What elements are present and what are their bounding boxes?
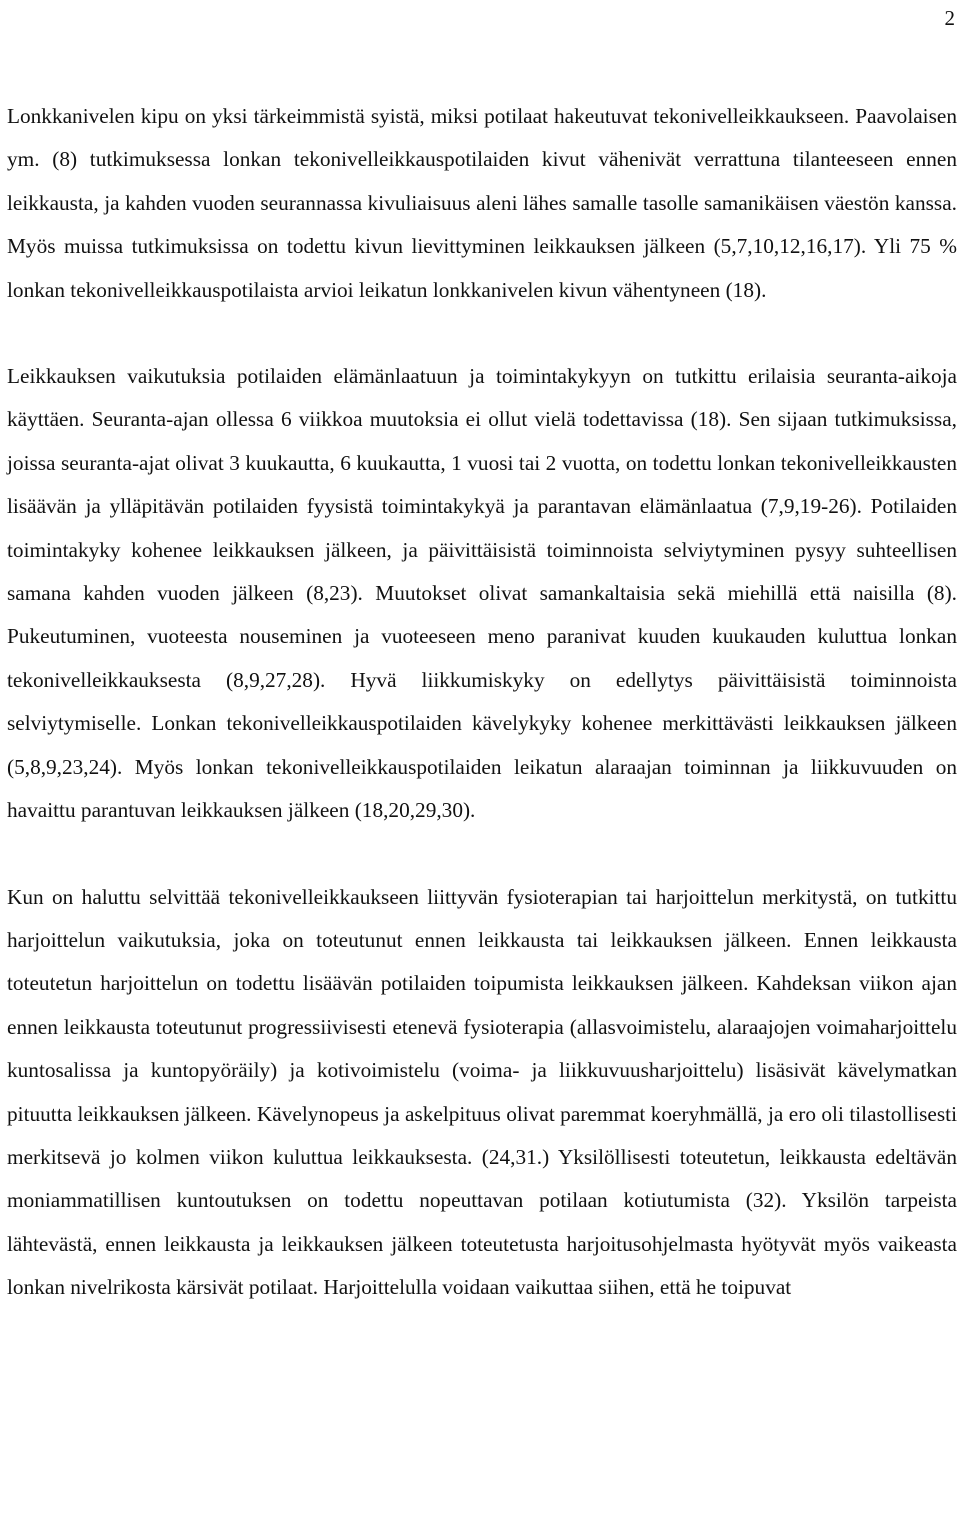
paragraph-quality-of-life: Leikkauksen vaikutuksia potilaiden elämänlaatuun ja toimintakykyyn on tutkittu erilaisia seuranta-aikoja käyttäen. Seuranta-ajan ollessa 6 viikkoa muutoksia ei ollut vielä todettavissa (18). Sen sijaan tutkimuksissa, joissa seuranta-ajat olivat 3 kuukautta, 6 kuukautta, 1 vuosi tai 2 vuotta, on todettu lonkan tekonivelleikkausten lisäävän ja ylläpitävän potilaiden fyysistä toimintakykyä ja parantavan elämänlaatua (7,9,19-26). Potilaiden toimintakyky kohenee leikkauksen jälkeen, ja päivittäisistä toiminnoista selviytyminen pysyy suhteellisen samana kahden vuoden jälkeen (8,23). Muutokset olivat samankaltaisia sekä miehillä että naisilla (8). Pukeutuminen, vuoteesta nouseminen ja vuoteeseen meno paranivat kuuden kuukauden kuluttua lonkan tekonivelleikkauksesta (8,9,27,28). Hyvä liikkumiskyky on edellytys päivittäisistä toiminnoista selviytymiselle. Lonkan tekonivelleikkauspotilaiden kävelykyky kohenee merkittävästi leikkauksen jälkeen (5,8,9,23,24). Myös lonkan tekonivelleikkauspotilaiden leikatun alaraajan toiminnan ja liikkuvuuden on havaittu parantuvan leikkauksen jälkeen (18,20,29,30). [7, 364, 957, 823]
paragraph-hip-pain: Lonkkanivelen kipu on yksi tärkeimmistä syistä, miksi potilaat hakeutuvat tekonivelleikkaukseen. Paavolaisen ym. (8) tutkimuksessa lonkan tekonivelleikkauspotilaiden kivut vähenivät verrattuna tilanteeseen ennen leikkausta, ja kahden vuoden seurannassa kivuliaisuus aleni lähes samalle tasolle samanikäisen väestön kanssa. Myös muissa tutkimuksissa on todettu kivun lievittyminen leikkauksen jälkeen (5,7,10,12,16,17). Yli 75 % lonkan tekonivelleikkauspotilaista arvioi leikatun lonkkanivelen kivun vähentyneen (18). [7, 104, 957, 302]
paragraph-physiotherapy: Kun on haluttu selvittää tekonivelleikkaukseen liittyvän fysioterapian tai harjoittelun merkitystä, on tutkittu harjoittelun vaikutuksia, joka on toteutunut ennen leikkausta tai leikkauksen jälkeen. Ennen leikkausta toteutetun harjoittelun on todettu lisäävän potilaiden toipumista leikkauksen jälkeen. Kahdeksan viikon ajan ennen leikkausta toteutunut progressiivisesti etenevä fysioterapia (allasvoimistelu, alaraajojen voimaharjoittelu kuntosalissa ja kuntopyöräily) ja kotivoimistelu (voima- ja liikkuvuusharjoittelu) lisäsivät kävelymatkan pituutta leikkauksen jälkeen. Kävelynopeus ja askelpituus olivat paremmat koeryhmällä, ja ero oli tilastollisesti merkitsevä jo kolmen viikon kuluttua leikkauksesta. (24,31.) Yksilöllisesti toteutetun, leikkausta edeltävän moniammatillisen kuntoutuksen on todettu nopeuttavan potilaan kotiutumista (32). Yksilön tarpeista lähtevästä, ennen leikkausta ja leikkauksen jälkeen toteutetusta harjoitusohjelmasta hyötyvät myös vaikeasta lonkan nivelrikosta kärsivät potilaat. Harjoittelulla voidaan vaikuttaa siihen, että he toipuvat [7, 884, 957, 1300]
page-number: 2 [944, 6, 955, 30]
document-body [7, 95, 957, 1310]
